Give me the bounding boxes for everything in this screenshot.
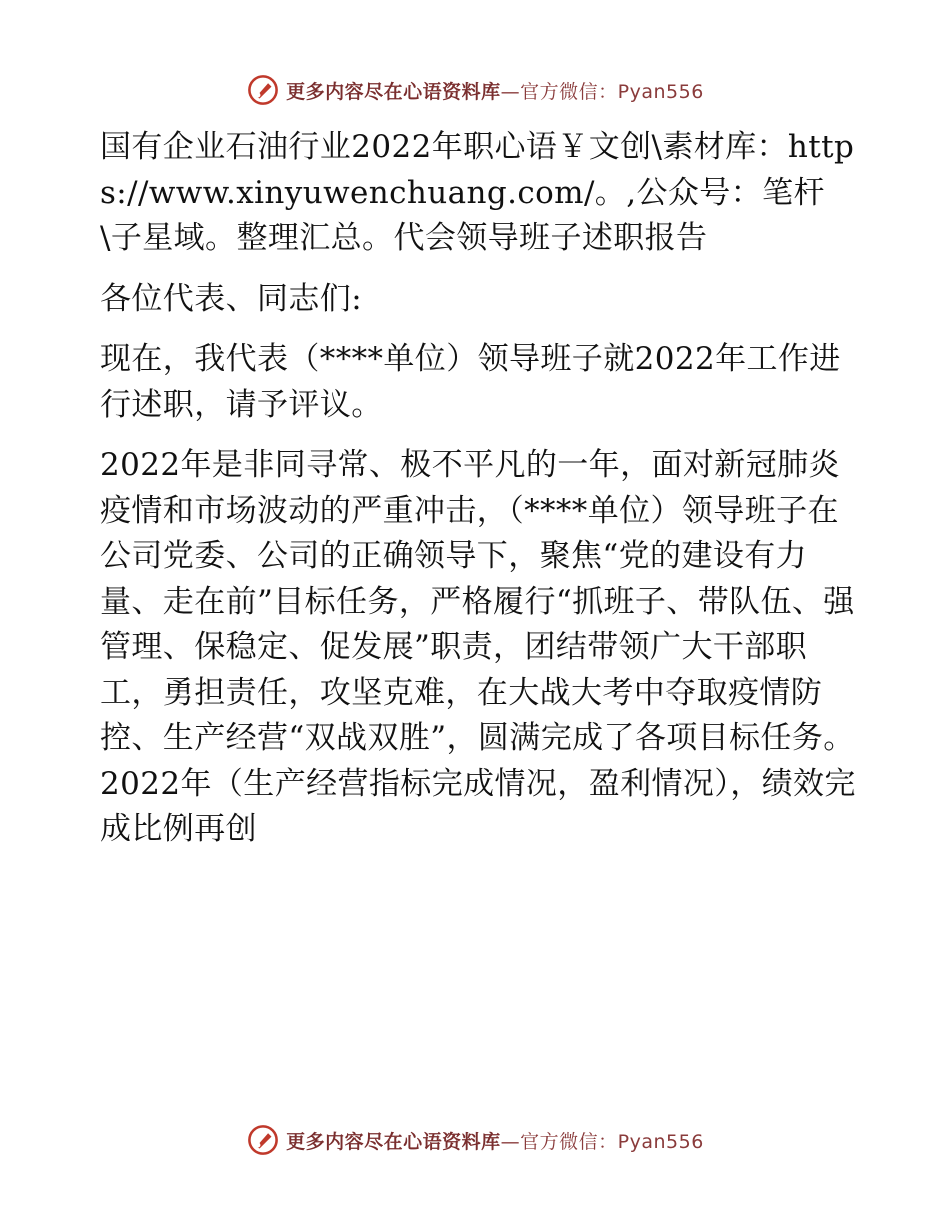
document-title-paragraph: 国有企业石油行业2022年职心语￥文创\素材库：https://www.xinyuwenchuang.com/。,公众号：笔杆\子星域。整理汇总。代会领导班子述职报告: [100, 129, 855, 256]
intro-paragraph: 现在，我代表（****单位）领导班子就2022年工作进行述职，请予评议。: [100, 341, 841, 423]
document-body: [100, 125, 860, 868]
pen-nib-logo-icon: [246, 1123, 280, 1157]
salutation-paragraph: 各位代表、同志们:: [100, 280, 363, 317]
footer-banner-text: [286, 1127, 704, 1154]
header-watermark-banner: [0, 70, 950, 110]
header-banner-text: [286, 77, 704, 104]
footer-separator: —: [500, 1130, 521, 1153]
footer-watermark-banner: [0, 1120, 950, 1160]
header-contact-text: 官方微信：Pyan556: [520, 80, 704, 103]
header-brand-text: 更多内容尽在心语资料库: [286, 80, 501, 103]
footer-brand-text: 更多内容尽在心语资料库: [286, 1130, 501, 1153]
footer-contact-text: 官方微信：Pyan556: [520, 1130, 704, 1153]
summary-paragraph: 2022年是非同寻常、极不平凡的一年，面对新冠肺炎疫情和市场波动的严重冲击，（****单位）领导班子在公司党委、公司的正确领导下，聚焦“党的建设有力量、走在前”目标任务，严格履行“抓班子、带队伍、强管理、保稳定、促发展”职责，团结带领广大干部职工，勇担责任，攻坚克难，在大战大考中夺取疫情防控、生产经营“双战双胜”，圆满完成了各项目标任务。2022年（生产经营指标完成情况，盈利情况），绩效完成比例再创: [100, 447, 856, 847]
header-separator: —: [500, 80, 521, 103]
pen-nib-logo-icon: [246, 73, 280, 107]
